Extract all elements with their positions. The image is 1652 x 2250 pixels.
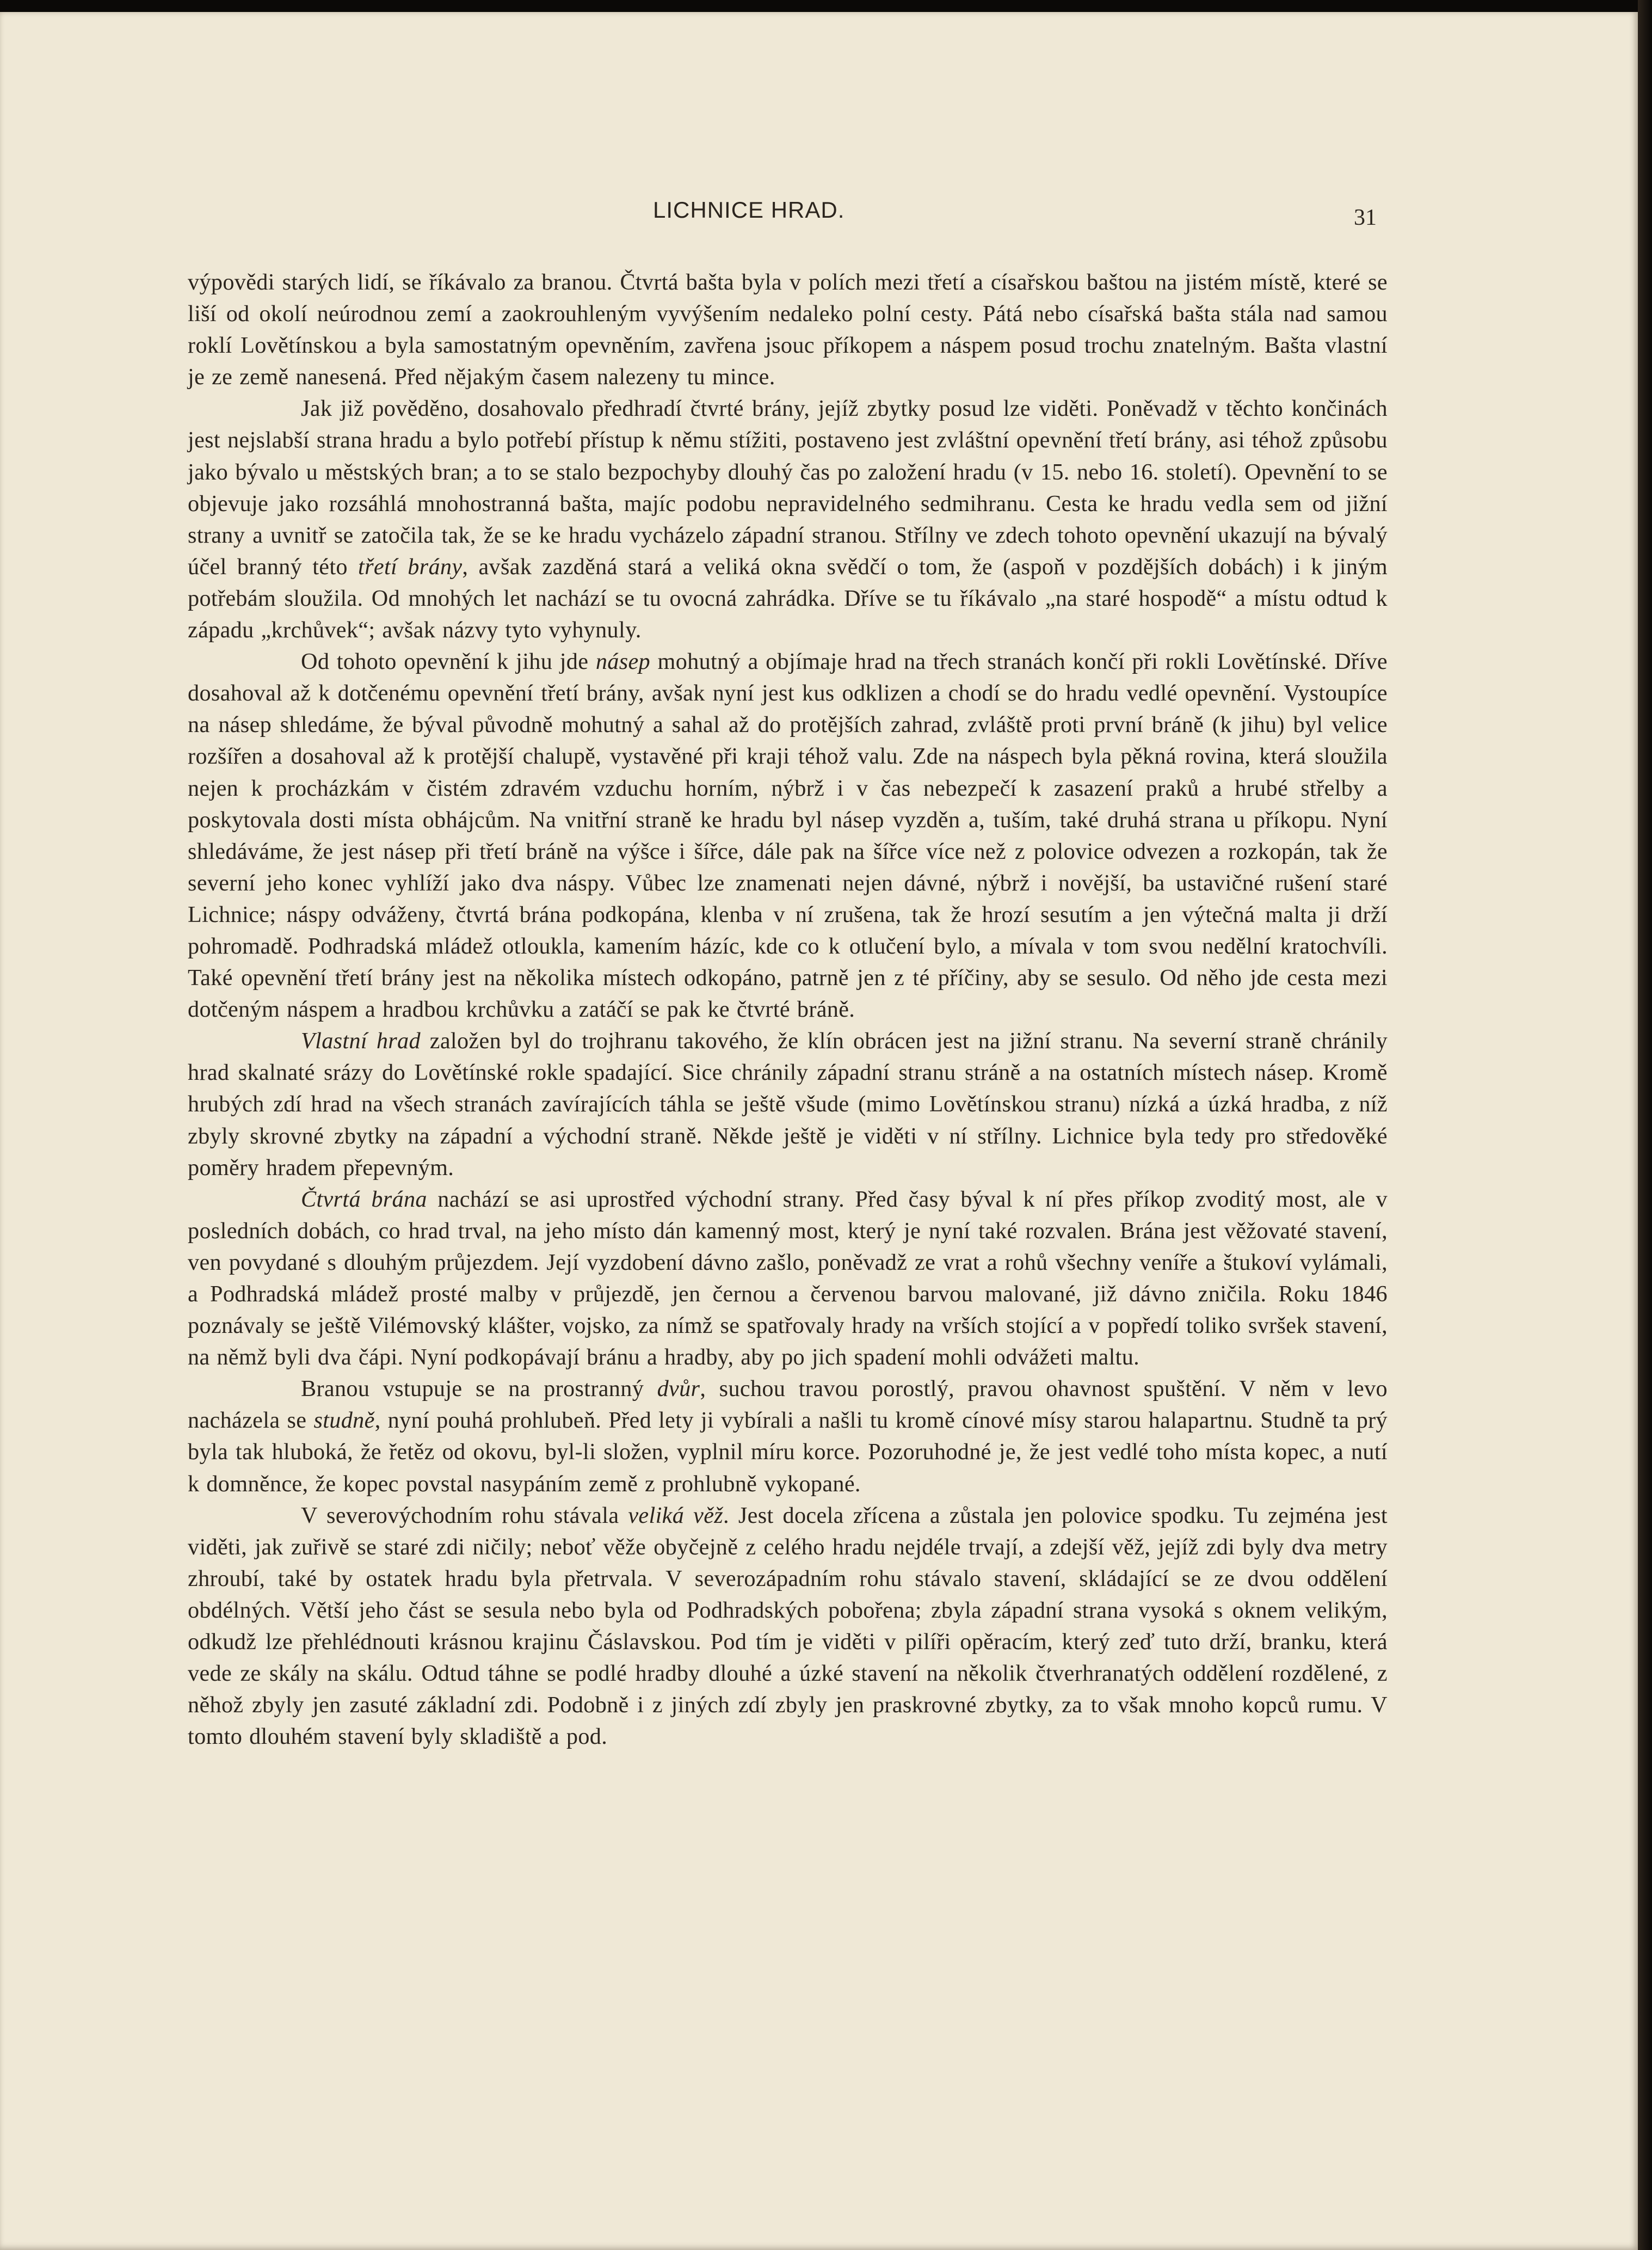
- paragraph-text: Jak již pověděno, dosahovalo předhradí čtvrté brány, jejíž zbytky posud lze viděti. Poněvadž v těchto končinách jest nejslabší strana hradu a bylo potřebí přístup k němu stížiti, postaveno jest zvláštní opevnění třetí brány, asi téhož způsobu jako bývalo u městských bran; a to se stalo bezpochyby dlouhý čas po založení hradu (v 15. nebo 16. století). Opevnění to se objevuje jako rozsáhlá mnohostranná bašta, majíc podobu nepravidelného sedmihranu. Cesta ke hradu vedla sem od jižní strany a uvnitř se zatočila tak, že se ke hradu vycházelo západní stranou. Střílny ve zdech tohoto opevnění ukazují na bývalý účel branný této: [188, 396, 1388, 580]
- paragraph-3: [188, 646, 1388, 1025]
- paragraph-1: [188, 267, 1388, 393]
- paragraph-text: nachází se asi uprostřed východní strany. Před časy býval k ní přes příkop zvoditý most, ale v posledních dobách, co hrad trval, na jeho místo dán kamenný most, který je nyní také rozvalen. Brána jest věžovaté stavení, ven povydané s dlouhým průjezdem. Její vyzdobení dávno zašlo, poněvadž ze vrat a rohů všechny veníře a štukoví vylámali, a Podhradská mládež prosté malby v průjezdě, jen černou a červenou barvou malované, již dávno zničila. Roku 1846 poznávaly se ještě Vilémovský klášter, vojsko, za nímž se spatřovaly hrady na vrších stojící a v popředí toliko svršek stavení, na němž byli dva čápi. Nyní podkopávají bránu a hradby, aby po jich spadení mohli odvážeti maltu.: [188, 1186, 1388, 1370]
- paragraph-text: , suchou travou porostlý, pravou ohavnost spuštění. V něm v levo nacházela se: [188, 1376, 1388, 1434]
- paragraph-5: [188, 1184, 1388, 1374]
- paragraph-6: [188, 1373, 1388, 1499]
- paragraph-text: , avšak zazděná stará a veliká okna svědčí o tom, že (aspoň v pozdějších dobách) i k jiným potřebám sloužila. Od mnohých let nachází se tu ovocná zahrádka. Dříve se tu říkávalo „na staré hospodě“ a místu odtud k západu „krchůvek“; avšak názvy tyto vyhynuly.: [188, 554, 1388, 643]
- italic-term: třetí brány: [358, 554, 463, 580]
- paragraph-text: výpovědi starých lidí, se říkávalo za branou. Čtvrtá bašta byla v polích mezi třetí a císařskou baštou na jistém místě, které se liší od okolí neúrodnou zemí a zaokrouhleným vyvýšením nedaleko polní cesty. Pátá nebo císařská bašta stála nad samou roklí Lovětínskou a byla samostatným opevněním, zavřena jsouc příkopem a náspem posud trochu znatelným. Bašta vlastní je ze země nanesená. Před nějakým časem nalezeny tu mince.: [188, 269, 1388, 390]
- paragraph-text: Branou vstupuje se na prostranný: [301, 1376, 657, 1402]
- paragraph-4: [188, 1025, 1388, 1183]
- paragraph-text: mohutný a objímaje hrad na třech stranách končí při rokli Lovětínské. Dříve dosahoval až k dotčenému opevnění třetí brány, avšak nyní jest kus odklizen a chodí se do hradu vedlé opevnění. Vystoupíce na násep shledáme, že býval původně mohutný a sahal až do protějších zahrad, zvláště proti první bráně (k jihu) byl velice rozšířen a dosahoval až k protější chalupě, vystavěné při kraji téhož valu. Zde na náspech byla pěkná rovina, která sloužila nejen k procházkám v čistém zdravém vzduchu horním, nýbrž i v čas nebezpečí k zasazení praků a hrubé střelby a poskytovala dosti místa obhájcům. Na vnitřní straně ke hradu byl násep vyzděn a, tuším, také druhá strana u příkopu. Nyní shledáváme, že jest násep při třetí bráně na výšce i šířce, dále pak na šířce více než z polovice odvezen a rozkopán, tak že severní jeho konec vyhlíží jako dva náspy. Vůbec lze znamenati nejen dávné, nýbrž i novější, ba ustavičné rušení staré Lichnice; náspy odváženy, čtvrtá brána podkopána, klenba v ní zrušena, tak že hrozí sesutím a jen výtečná malta ji drží pohromadě. Podhradská mládež otloukla, kamením házíc, kde co k otlučení bylo, a mívala v tom svou nedělní kratochvíli. Také opevnění třetí brány jest na několika místech odkopáno, patrně jen z té příčiny, aby se sesulo. Od něho jde cesta mezi dotčeným náspem a hradbou krchůvku a zatáčí se pak ke čtvrté bráně.: [188, 649, 1388, 1023]
- italic-term: veliká věž: [628, 1502, 724, 1528]
- italic-term: Čtvrtá brána: [301, 1186, 427, 1212]
- italic-term: studně: [313, 1407, 375, 1434]
- running-title: LICHNICE HRAD.: [653, 197, 845, 223]
- italic-term: násep: [595, 649, 651, 675]
- page-edge-shadow: [1638, 0, 1652, 2250]
- paragraph-text: Od tohoto opevnění k jihu jde: [301, 649, 596, 675]
- paragraph-7: [188, 1500, 1388, 1753]
- italic-term: Vlastní hrad: [301, 1028, 421, 1054]
- page-number: 31: [1354, 205, 1377, 230]
- page-header: [0, 197, 1638, 246]
- paragraph-2: [188, 393, 1388, 646]
- paragraph-text: V severovýchodním rohu stávala: [301, 1502, 628, 1528]
- paragraph-text: , nyní pouhá prohlubeň. Před lety ji vybírali a našli tu kromě cínové mísy starou halapartnu. Studně ta prý byla tak hluboká, že řetěz od okovu, byl-li složen, vyplnil míru korce. Pozoruhodné je, že jest vedlé toho místa kopec, a nutí k domněnce, že kopec povstal nasypáním země z prohlubně vykopané.: [188, 1407, 1388, 1497]
- paragraph-text: . Jest docela zřícena a zůstala jen polovice spodku. Tu zejména jest viděti, jak zuřivě se staré zdi ničily; neboť věže obyčejně z celého hradu nejdéle trvají, a zdejší věž, jejíž zdi byly dva metry zhroubí, také by ostatek hradu byla přetrvala. V severozápadním rohu stávalo stavení, skládající se ze dvou oddělení obdélných. Větší jeho část se sesula nebo byla od Podhradských pobořena; zbyla západní strana vysoká s oknem velikým, odkudž lze přehlédnouti krásnou krajinu Čáslavskou. Pod tím je viděti v pilíři opěracím, který zeď tuto drží, branku, která vede ze skály na skálu. Odtud táhne se podlé hradby dlouhé a úzké stavení na několik čtverhranatých oddělení rozdělené, z něhož zbyly jen zasuté základní zdi. Podobně i z jiných zdí zbyly jen praskrovné zbytky, za to však mnoho kopců rumu. V tomto dlouhém stavení byly skladiště a pod.: [188, 1502, 1388, 1750]
- italic-term: dvůr: [657, 1376, 700, 1402]
- body-text: [188, 267, 1388, 1753]
- book-page: [0, 12, 1638, 2250]
- paragraph-text: založen byl do trojhranu takového, že klín obrácen jest na jižní stranu. Na severní straně chránily hrad skalnaté srázy do Lovětínské rokle spadající. Sice chránily západní stranu stráně a na ostatních místech násep. Kromě hrubých zdí hrad na všech stranách zavírajících táhla se ještě všude (mimo Lovětínskou stranu) nízká a úzká hradba, z níž zbyly skrovné zbytky na západní a východní straně. Někde ještě je viděti v ní střílny. Lichnice byla tedy pro středověké poměry hradem přepevným.: [188, 1028, 1388, 1181]
